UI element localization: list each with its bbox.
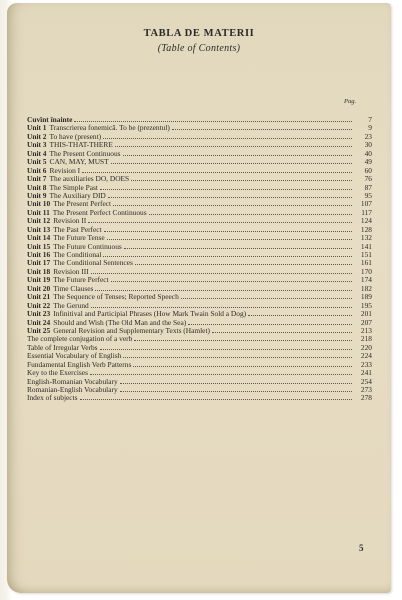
toc-entry-title: Fundamental English Verb Patterns — [27, 359, 132, 369]
toc-page-number: 9 — [368, 123, 372, 133]
toc-entry-title: The Conditional — [53, 250, 102, 259]
toc-unit-label: Unit 11 — [27, 207, 50, 217]
toc-page-number: 254 — [360, 376, 372, 386]
toc-leader-dots — [111, 158, 352, 164]
toc-leader-dots — [82, 167, 352, 173]
toc-page-number: 23 — [364, 131, 372, 141]
toc-leader-dots — [74, 116, 352, 122]
toc-unit-label: Unit 2 — [27, 131, 47, 141]
toc-leader-dots — [104, 226, 352, 232]
page-column-label: Pag. — [344, 98, 357, 105]
toc-unit-label: Unit 3 — [27, 140, 47, 150]
page-title: TABLA DE MATERII — [143, 28, 255, 39]
toc-unit-label: Unit 21 — [27, 292, 51, 302]
toc-entry-title: The Present Continuous — [49, 148, 121, 158]
toc-page-number: 213 — [360, 325, 372, 335]
toc-leader-dots — [100, 344, 352, 350]
toc-leader-dots — [172, 124, 352, 130]
toc-entry-title: The Present Perfect Continuous — [52, 207, 147, 217]
toc-entry-title: The Present Perfect — [53, 199, 112, 209]
toc-unit-label: Unit 13 — [27, 224, 51, 234]
toc-entry-title: THIS-THAT-THERE — [49, 140, 113, 150]
toc-page-number: 124 — [360, 216, 372, 226]
toc-leader-dots — [90, 369, 352, 375]
toc-leader-dots — [123, 352, 352, 358]
toc-page-number: 201 — [360, 309, 372, 319]
toc-page-number: 30 — [364, 140, 372, 150]
toc-unit-label: Unit 16 — [27, 250, 51, 259]
toc-entry-title: Key to the Exercises — [27, 368, 88, 378]
toc-entry-title: To have (present) — [49, 131, 102, 141]
toc-leader-dots — [149, 209, 352, 215]
toc-leader-dots — [108, 192, 352, 198]
toc-page-number: 60 — [364, 165, 372, 175]
toc-leader-dots — [134, 335, 352, 341]
toc-entry-title: The Auxiliary DID — [49, 190, 106, 200]
toc-entry-title: The Future Tense — [53, 233, 105, 243]
toc-page-number: 233 — [360, 359, 372, 369]
toc-leader-dots — [123, 150, 352, 156]
book-page — [7, 3, 391, 593]
toc-leader-dots — [91, 268, 352, 274]
toc-page-number: 161 — [360, 258, 372, 268]
toc-page-number: 241 — [360, 368, 372, 378]
toc-page-number: 49 — [364, 157, 372, 167]
toc-entry-title: The auxiliaries DO, DOES — [49, 174, 130, 184]
toc-page-number: 141 — [360, 241, 372, 251]
toc-page-number: 220 — [360, 342, 372, 352]
toc-entry-title: The Future Continuous — [53, 241, 122, 251]
toc-page-number: 117 — [361, 207, 372, 217]
toc-entry-title: The Past Perfect — [53, 224, 102, 234]
toc-page-number: 189 — [360, 292, 372, 302]
toc-leader-dots — [80, 394, 353, 400]
toc-entry-title: The Sequence of Tenses; Reported Speech — [53, 292, 179, 302]
toc-entry-title: CAN, MAY, MUST — [49, 157, 109, 167]
toc-unit-label: Unit 18 — [27, 266, 51, 276]
toc-unit-label: Unit 12 — [27, 216, 51, 226]
toc-leader-dots — [133, 361, 352, 367]
toc-entry-title: Revision I — [49, 165, 81, 175]
toc-entry-title: Romanian-English Vocabulary — [27, 385, 118, 394]
toc-unit-label: Unit 5 — [27, 157, 47, 167]
toc-entry-title: Revision II — [53, 216, 87, 226]
toc-leader-dots — [248, 310, 352, 316]
toc-entry — [27, 394, 372, 402]
toc-leader-dots — [103, 251, 352, 257]
toc-entry-title: The Gerund — [53, 300, 89, 310]
toc-page-number: 278 — [360, 393, 372, 403]
toc-unit-label: Unit 10 — [27, 199, 51, 209]
toc-entry-title: Essential Vocabulary of English — [27, 351, 122, 361]
toc-entry-title: Time Clauses — [53, 283, 94, 293]
toc-leader-dots — [120, 378, 352, 384]
toc-unit-label: Unit 6 — [27, 165, 47, 175]
toc-entry — [27, 386, 372, 394]
toc-entry-title: The Conditional Sentences — [53, 258, 133, 268]
toc-entry-title: Cuvînt înainte — [27, 115, 73, 124]
toc-leader-dots — [131, 175, 352, 181]
toc-unit-label: Unit 9 — [27, 190, 47, 200]
toc-page-number: 87 — [364, 182, 372, 192]
toc-page-number: 207 — [360, 317, 372, 327]
toc-page-number: 7 — [368, 115, 372, 124]
toc-entry-title: Revision III — [53, 266, 89, 276]
toc-leader-dots — [100, 184, 352, 190]
toc-leader-dots — [120, 386, 352, 392]
toc-entry-title: The complete conjugation of a verb — [27, 334, 133, 344]
toc-unit-label: Unit 15 — [27, 241, 51, 251]
toc-unit-label: Unit 22 — [27, 300, 51, 310]
toc-unit-label: Unit 19 — [27, 275, 51, 285]
page-number: 5 — [359, 543, 364, 553]
toc-entry-title: The Simple Past — [49, 182, 98, 192]
toc-page-number: 170 — [360, 266, 372, 276]
toc-page-number: 151 — [360, 250, 372, 259]
toc-entry-title: General Revision and Supplementary Texts (Hamlet) — [53, 325, 210, 335]
toc-page-number: 224 — [360, 351, 372, 361]
toc-leader-dots — [103, 133, 352, 139]
toc-page-number: 132 — [360, 233, 372, 243]
toc-leader-dots — [113, 200, 352, 206]
toc-leader-dots — [91, 302, 352, 308]
toc-unit-label: Unit 20 — [27, 283, 51, 293]
toc-unit-label: Unit 23 — [27, 309, 51, 319]
toc-page-number: 218 — [360, 334, 372, 344]
toc-page-number: 182 — [360, 283, 372, 293]
toc-entry-title: Infinitival and Participial Phrases (How Mark Twain Sold a Dog) — [53, 309, 247, 319]
toc-page-number: 128 — [360, 224, 372, 234]
toc-leader-dots — [107, 234, 352, 240]
toc-leader-dots — [111, 276, 352, 282]
toc-entry-title: English-Romanian Vocabulary — [27, 376, 118, 386]
toc-page-number: 195 — [360, 300, 372, 310]
toc-unit-label: Unit 7 — [27, 174, 47, 184]
toc-entry-title: Transcrierea fonemică. To be (prezentul) — [49, 123, 170, 133]
toc-unit-label: Unit 4 — [27, 148, 47, 158]
toc-unit-label: Unit 25 — [27, 325, 51, 335]
toc-leader-dots — [188, 319, 352, 325]
toc-leader-dots — [181, 293, 352, 299]
toc-unit-label: Unit 8 — [27, 182, 47, 192]
toc-page-number: 95 — [364, 190, 372, 200]
toc-leader-dots — [212, 327, 352, 333]
toc-unit-label: Unit 14 — [27, 233, 51, 243]
toc-page-number: 76 — [364, 174, 372, 184]
toc-unit-label: Unit 17 — [27, 258, 51, 268]
table-of-contents — [27, 116, 372, 403]
toc-entry-title: Should and Wish (The Old Man and the Sea) — [53, 317, 187, 327]
toc-page-number: 107 — [360, 199, 372, 209]
toc-unit-label: Unit 1 — [27, 123, 47, 133]
toc-page-number: 40 — [364, 148, 372, 158]
page-subtitle: (Table of Contents) — [157, 43, 241, 54]
toc-leader-dots — [124, 243, 352, 249]
toc-unit-label: Unit 24 — [27, 317, 51, 327]
toc-leader-dots — [88, 217, 352, 223]
toc-leader-dots — [95, 285, 352, 291]
toc-page-number: 273 — [360, 385, 372, 394]
toc-entry-title: Table of Irregular Verbs — [27, 342, 98, 352]
toc-leader-dots — [115, 141, 352, 147]
toc-leader-dots — [135, 259, 352, 265]
toc-entry-title: The Future Perfect — [53, 275, 109, 285]
toc-page-number: 174 — [360, 275, 372, 285]
toc-entry-title: Index of subjects — [27, 393, 78, 403]
